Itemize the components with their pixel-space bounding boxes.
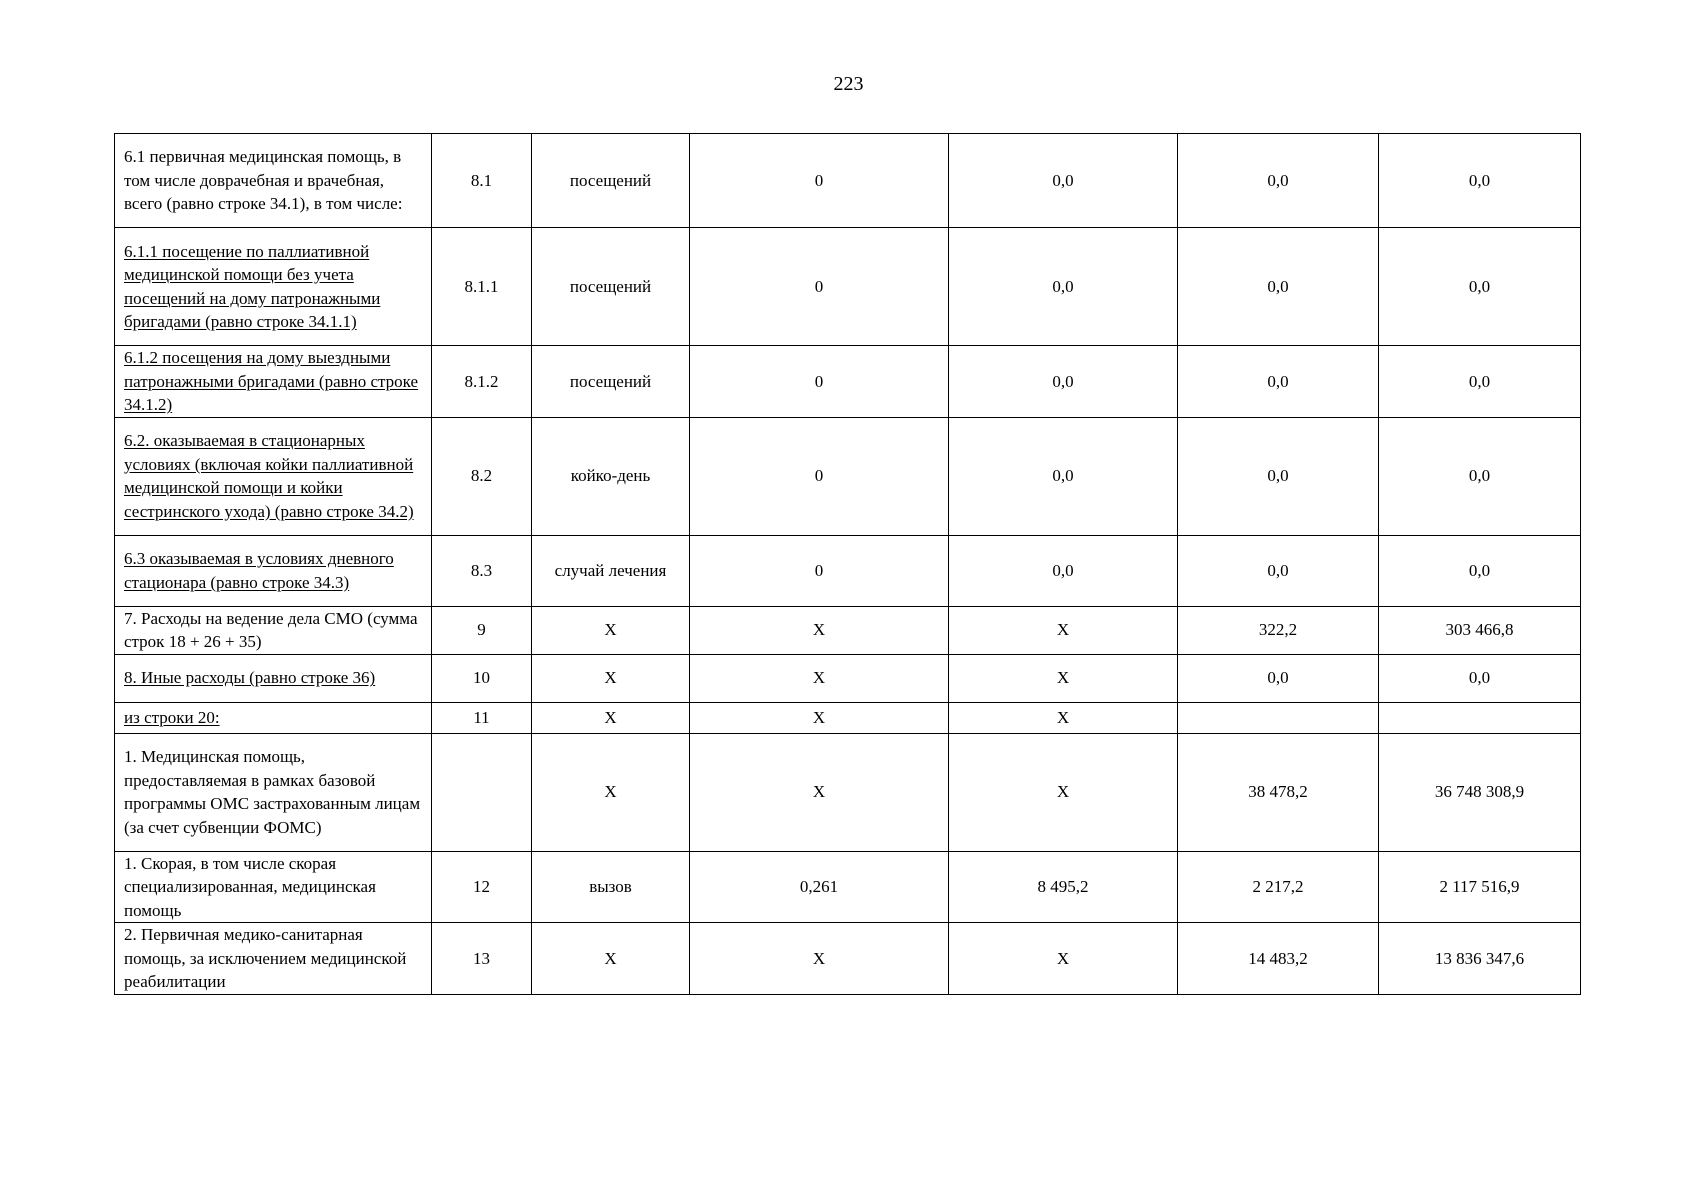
- value-cell: 0,0: [949, 134, 1178, 228]
- value-cell: X: [690, 702, 949, 733]
- row-name: 7. Расходы на ведение дела СМО (сумма строк 18 + 26 + 35): [115, 606, 432, 654]
- value-cell: X: [949, 733, 1178, 851]
- value-cell: 0,0: [1178, 228, 1379, 346]
- value-cell: [1379, 702, 1581, 733]
- value-cell: 0: [690, 228, 949, 346]
- value-cell: 303 466,8: [1379, 606, 1581, 654]
- table-row: [115, 346, 1581, 418]
- unit-cell: койко-день: [532, 417, 690, 535]
- value-cell: 0,0: [1379, 535, 1581, 606]
- unit-cell: посещений: [532, 134, 690, 228]
- unit-cell: X: [532, 923, 690, 995]
- row-name: 2. Первичная медико-санитарная помощь, за исключением медицинской реабилитации: [115, 923, 432, 995]
- table-row: [115, 733, 1581, 851]
- table-row: [115, 923, 1581, 995]
- row-number: 8.1.1: [432, 228, 532, 346]
- row-number: 11: [432, 702, 532, 733]
- row-number: [432, 733, 532, 851]
- financing-table: [114, 133, 1581, 995]
- table-row: [115, 702, 1581, 733]
- value-cell: X: [690, 733, 949, 851]
- value-cell: 0: [690, 134, 949, 228]
- value-cell: X: [949, 606, 1178, 654]
- table-row: [115, 654, 1581, 702]
- row-name: 6.1 первичная медицинская помощь, в том числе доврачебная и врачебная, всего (равно строке 34.1), в том числе:: [115, 134, 432, 228]
- value-cell: 0: [690, 346, 949, 418]
- row-name: 1. Скорая, в том числе скорая специализированная, медицинская помощь: [115, 851, 432, 923]
- value-cell: 14 483,2: [1178, 923, 1379, 995]
- row-name: 6.1.1 посещение по паллиативной медицинской помощи без учета посещений на дому патронажными бригадами (равно строке 34.1.1): [115, 228, 432, 346]
- value-cell: 0,0: [1379, 417, 1581, 535]
- value-cell: 36 748 308,9: [1379, 733, 1581, 851]
- value-cell: 0,0: [949, 535, 1178, 606]
- value-cell: 8 495,2: [949, 851, 1178, 923]
- row-number: 8.1.2: [432, 346, 532, 418]
- row-number: 13: [432, 923, 532, 995]
- table-row: [115, 134, 1581, 228]
- table-row: [115, 417, 1581, 535]
- row-name: 6.2. оказываемая в стационарных условиях (включая койки паллиативной медицинской помощи и койки сестринского ухода) (равно строке 34.2): [115, 417, 432, 535]
- value-cell: 0,0: [1379, 346, 1581, 418]
- row-number: 10: [432, 654, 532, 702]
- value-cell: X: [949, 702, 1178, 733]
- value-cell: 0,0: [949, 417, 1178, 535]
- table-row: [115, 228, 1581, 346]
- table-row: [115, 851, 1581, 923]
- value-cell: X: [690, 654, 949, 702]
- unit-cell: X: [532, 654, 690, 702]
- unit-cell: посещений: [532, 228, 690, 346]
- row-name: из строки 20:: [115, 702, 432, 733]
- row-number: 8.1: [432, 134, 532, 228]
- value-cell: X: [949, 654, 1178, 702]
- unit-cell: X: [532, 606, 690, 654]
- unit-cell: X: [532, 733, 690, 851]
- value-cell: 0,0: [1178, 535, 1379, 606]
- value-cell: 0,0: [949, 346, 1178, 418]
- row-name: 6.3 оказываемая в условиях дневного стационара (равно строке 34.3): [115, 535, 432, 606]
- unit-cell: посещений: [532, 346, 690, 418]
- value-cell: 0,261: [690, 851, 949, 923]
- value-cell: 0: [690, 535, 949, 606]
- value-cell: 0: [690, 417, 949, 535]
- value-cell: 322,2: [1178, 606, 1379, 654]
- value-cell: X: [690, 923, 949, 995]
- value-cell: X: [949, 923, 1178, 995]
- page-number: 223: [833, 73, 864, 95]
- unit-cell: X: [532, 702, 690, 733]
- value-cell: 13 836 347,6: [1379, 923, 1581, 995]
- value-cell: 0,0: [1379, 228, 1581, 346]
- value-cell: 0,0: [1379, 134, 1581, 228]
- value-cell: 2 117 516,9: [1379, 851, 1581, 923]
- value-cell: 0,0: [1178, 417, 1379, 535]
- row-name: 8. Иные расходы (равно строке 36): [115, 654, 432, 702]
- value-cell: 0,0: [1379, 654, 1581, 702]
- row-number: 9: [432, 606, 532, 654]
- table-row: [115, 535, 1581, 606]
- row-number: 8.2: [432, 417, 532, 535]
- value-cell: 0,0: [1178, 134, 1379, 228]
- value-cell: 38 478,2: [1178, 733, 1379, 851]
- row-number: 8.3: [432, 535, 532, 606]
- value-cell: 0,0: [1178, 346, 1379, 418]
- row-name: 6.1.2 посещения на дому выездными патронажными бригадами (равно строке 34.1.2): [115, 346, 432, 418]
- row-number: 12: [432, 851, 532, 923]
- table-row: [115, 606, 1581, 654]
- unit-cell: вызов: [532, 851, 690, 923]
- value-cell: X: [690, 606, 949, 654]
- value-cell: [1178, 702, 1379, 733]
- row-name: 1. Медицинская помощь, предоставляемая в рамках базовой программы ОМС застрахованным лицам (за счет субвенции ФОМС): [115, 733, 432, 851]
- value-cell: 0,0: [949, 228, 1178, 346]
- value-cell: 0,0: [1178, 654, 1379, 702]
- value-cell: 2 217,2: [1178, 851, 1379, 923]
- unit-cell: случай лечения: [532, 535, 690, 606]
